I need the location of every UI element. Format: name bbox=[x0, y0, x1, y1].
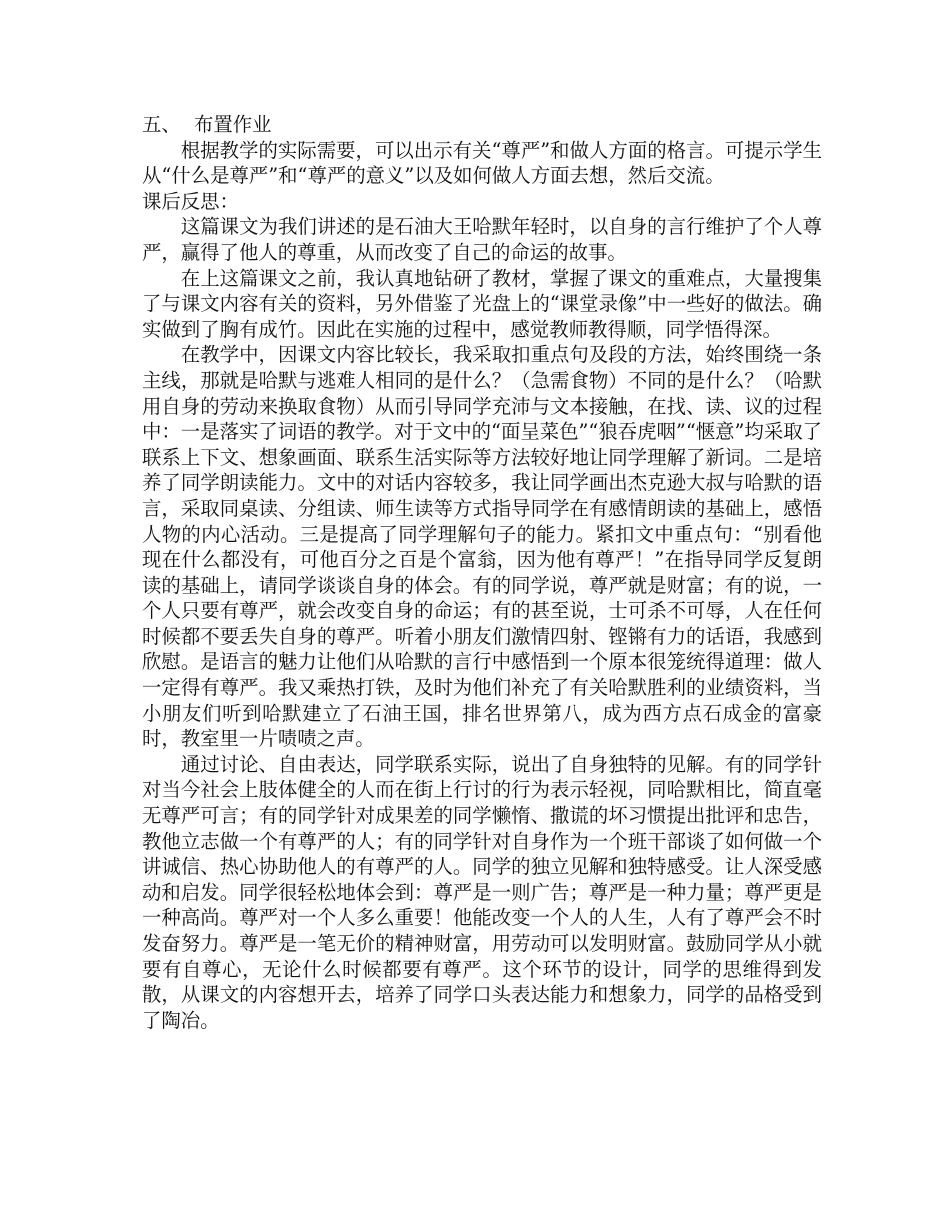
document-page bbox=[142, 112, 822, 1033]
reflection-paragraph: 通过讨论、自由表达，同学联系实际，说出了自身独特的见解。有的同学针对当今社会上肢体健全的人而在街上行讨的行为表示轻视，同哈默相比，简直毫无尊严可言；有的同学针对成果差的同学懒惰、撒谎的坏习惯提出批评和忠告，教他立志做一个有尊严的人；有的同学针对自身作为一个班干部谈了如何做一个讲诚信、热心协助他人的有尊严的人。同学的独立见解和独特感受。让人深受感动和启发。同学很轻松地体会到：尊严是一则广告；尊严是一种力量；尊严更是一种高尚。尊严对一个人多么重要！他能改变一个人的人生，人有了尊严会不时发奋努力。尊严是一笔无价的精神财富，用劳动可以发明财富。鼓励同学从小就要有自尊心，无论什么时候都要有尊严。这个环节的设计，同学的思维得到发散，从课文的内容想开去，培养了同学口头表达能力和想象力，同学的品格受到了陶冶。 bbox=[142, 752, 822, 1032]
reflection-paragraph: 这篇课文为我们讲述的是石油大王哈默年轻时，以自身的言行维护了个人尊严，赢得了他人的尊重，从而改变了自己的命运的故事。 bbox=[142, 215, 822, 264]
reflection-paragraph: 在教学中，因课文内容比较长，我采取扣重点句及段的方法，始终围绕一条主线，那就是哈默与逃难人相同的是什么？（急需食物）不同的是什么？（哈默用自身的劳动来换取食物）从而引导同学充沛与文本接触，在找、读、议的过程中：一是落实了词语的教学。对于文中的“面呈菜色”“狼吞虎咽”“惬意”均采取了联系上下文、想象画面、联系生活实际等方法较好地让同学理解了新词。二是培养了同学朗读能力。文中的对话内容较多，我让同学画出杰克逊大叔与哈默的语言，采取同桌读、分组读、师生读等方式指导同学在有感情朗读的基础上，感悟人物的内心活动。三是提高了同学理解句子的能力。紧扣文中重点句：“别看他现在什么都没有，可他百分之百是个富翁，因为他有尊严！”在指导同学反复朗读的基础上，请同学谈谈自身的体会。有的同学说，尊严就是财富；有的说，一个人只要有尊严，就会改变自身的命运；有的甚至说，士可杀不可辱，人在任何时候都不要丢失自身的尊严。听着小朋友们激情四射、铿锵有力的话语，我感到欣慰。是语言的魅力让他们从哈默的言行中感悟到一个原本很笼统得道理：做人一定得有尊严。我又乘热打铁，及时为他们补充了有关哈默胜利的业绩资料，当小朋友们听到哈默建立了石油王国，排名世界第八，成为西方点石成金的富豪时，教室里一片啧啧之声。 bbox=[142, 343, 822, 751]
section-title: 布置作业 bbox=[194, 113, 272, 136]
section-number: 五、 bbox=[142, 113, 181, 136]
section-heading bbox=[142, 112, 822, 138]
reflection-heading: 课后反思： bbox=[142, 189, 239, 213]
reflection-paragraph: 在上这篇课文之前，我认真地钻研了教材，掌握了课文的重难点，大量搜集了与课文内容有关的资料，另外借鉴了光盘上的“课堂录像”中一些好的做法。确实做到了胸有成竹。因此在实施的过程中，感觉教师教得顺，同学悟得深。 bbox=[142, 266, 822, 341]
homework-paragraph: 根据教学的实际需要，可以出示有关“尊严”和做人方面的格言。可提示学生从“什么是尊严”和“尊严的意义”以及如何做人方面去想，然后交流。 bbox=[142, 138, 822, 188]
